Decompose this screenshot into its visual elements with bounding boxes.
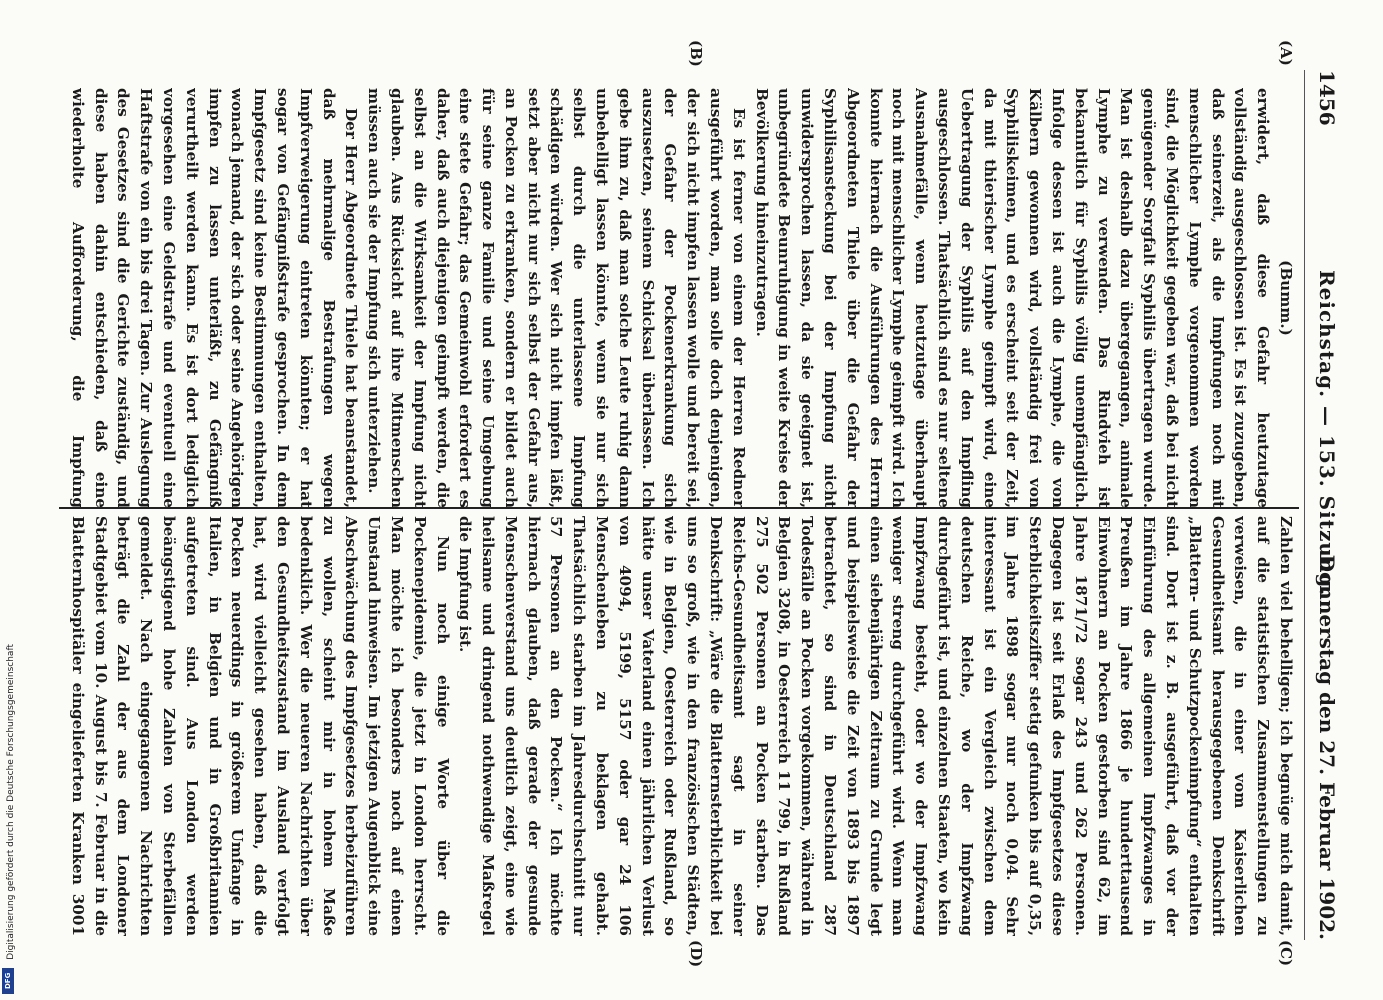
paragraph: Nun noch einige Worte über die Pockenepidemie, die jetzt in London herrscht. Man möchte ich besonders noch auf einen Umstand hinweisen. Im jetzigen Augenblick eine Abschwächung des Impfgesetzes herbeizuführen zu wollen, scheint mir in hohem Maße bedenklich. Wer die neueren Nachrichten über den Gesundheitszustand im Ausland verfolgt hat, wird vielleicht gesehen haben, daß die Pocken neuerdings in größerem Umfange in Italien, in Belgien und in Großbritannien aufgetreten sind. Aus London werden beängstigend hohe Zahlen von Sterbefällen gemeldet. Nach eingegangenen Nachrichten beträgt die Zahl der aus dem Londoner Stadtgebiet vom 10. August bis 7. Februar in die Blatternhospitäler eingelieferten Kranken 3001 <box>68 516 452 936</box>
credit-text: Digitalisierung gefördert durch die Deutsche Forschungsgemeinschaft <box>6 644 16 960</box>
paragraph: Der Herr Abgeordnete Thiele hat beanstandet, daß mehrmalige Bestrafungen wegen Impfverweigerung eintreten könnten; er hat sogar von Gefängnißstrafe gesprochen. In dem Impfgesetz sind keine Bestimmungen enthalten, wonach jemand, der sich oder seine Angehörigen impfen zu lassen unterläßt, zu Gefängniß verurtheilt werden kann. Es ist dort lediglich vorgesehen eine Geldstrafe und eventuell eine Haftstrafe von ein bis drei Tagen. Zur Auslegung des Gesetzes sind die Gerichte zuständig, und diese haben dahin entschieden, daß eine wiederholte Aufforderung, die Impfung <box>68 88 361 508</box>
margin-mark-c: (C) <box>1277 940 1295 967</box>
right-column <box>67 516 1297 936</box>
header-rule <box>1304 70 1305 940</box>
session-date: Donnerstag den 27. Februar 1902. <box>1315 554 1339 940</box>
column-divider <box>59 507 1299 509</box>
margin-mark-a: (A) <box>1277 40 1295 66</box>
left-column <box>67 88 1297 508</box>
paragraph: erwidert, daß diese Gefahr heutzutage vollständig ausgeschlossen ist. Es ist zuzugeben, daß seinerzeit, als die Impfungen noch mit menschlicher Lymphe vorgenommen worden sind, die Möglichkeit gegeben war, daß bei nicht genügender Sorgfalt Syphilis übertragen wurde. Man ist deshalb dazu übergegangen, animale Lymphe zu verwenden. Das Rindvieh ist bekanntlich für Syphilis völlig unempfänglich. Infolge dessen ist auch die Lymphe, die von Kälbern gewonnen wird, vollständig frei von Syphiliskeimen, und es erscheint seit der Zeit, da mit thierischer Lymphe geimpft wird, eine Uebertragung der Syphilis auf den Impfling ausgeschlossen. Thatsächlich sind es nur seltene Ausnahmefälle, wenn heutzutage überhaupt noch mit menschlicher Lymphe geimpft wird. Ich konnte hiernach die Ausführungen des Herrn Abgeordneten Thiele über die Gefahr der Syphilisansteckung bei der Impfung nicht unwidersprochen lassen, da sie geeignet ist, unbegründete Beunruhigung in weite Kreise der Bevölkerung hineinzutragen. <box>752 88 1273 508</box>
page-number: 1456 <box>1315 70 1339 126</box>
margin-mark-d: (D) <box>687 940 705 968</box>
paragraph: Es ist ferner von einem der Herren Redner ausgeführt worden, man solle doch denjenigen, der sich nicht impfen lassen wolle und bereit sei, der Gefahr der Pockenerkrankung sich auszusetzen, seinem Schicksal überlassen. Ich gebe ihm zu, daß man solche Leute ruhig dann unbehelligt lassen könnte, wenn sie nur sich selbst durch die unterlassene Impfung schädigen würden. Wer sich nicht impfen läßt, setzt aber nicht nur sich selbst der Gefahr aus, an Pocken zu erkranken, sondern er bildet auch für seine ganze Familie und seine Umgebung eine stete Gefahr; das Gemeinwohl erfordert es daher, daß auch diejenigen geimpft werden, die selbst an die Wirksamkeit der Impfung nicht glauben. Aus Rücksicht auf ihre Mitmenschen müssen auch sie der Impfung sich unterziehen. <box>365 88 748 508</box>
page-title: Reichstag. — 153. Sitzung. <box>1315 270 1339 597</box>
speaker-tag: (Bumm.) <box>1277 260 1295 336</box>
page-header <box>1309 70 1343 940</box>
dfg-logo: DFG <box>2 968 14 994</box>
paragraph: Zahlen viel behelligen; ich begnüge mich damit, auf die statistischen Zusammenstellungen zu verweisen, die in einer vom Kaiserlichen Gesundheitsamt herausgegebenen Denkschrift „Blattern- und Schutzpockenimpfung“ enthalten sind. Dort ist z. B. ausgeführt, daß vor der Einführung des allgemeinen Impfzwanges in Preußen im Jahre 1866 je hunderttausend Einwohnern an Pocken gestorben sind 62, im Jahre 1871/72 sogar 243 und 262 Personen. Dagegen ist seit Erlaß des Impfgesetzes diese Sterblichkeitsziffer stetig gefunken bis auf 0,35, im Jahre 1898 sogar nur noch 0,04. Sehr interessant ist ein Vergleich zwischen dem deutschen Reiche, wo der Impfzwang durchgeführt ist, und einzelnen Staaten, wo kein Impfzwang besteht, oder wo der Impfzwang weniger streng durchgeführt wird. Wenn man einen siebenjährigen Zeitraum zu Grunde legt und beispielsweise die Zeit von 1893 bis 1897 betrachtet, so sind in Deutschland 287 Todesfälle an Pocken vorgekommen, während in Belgien 3208, in Oesterreich 11 799, in Rußland 275 502 Personen an Pocken starben. Das Reichs-Gesundheitsamt sagt in seiner Denkschrift: „Wäre die Blatternsterblichkeit bei uns so groß, wie in den französischen Städten, wie in Belgien, Oesterreich oder Rußland, so hätte unser Vaterland einen jährlichen Verlust von 4094, 5199, 5157 oder gar 24 106 Menschenleben zu beklagen gehabt. Thatsächlich starben im Jahresdurchschnitt nur 57 Personen an den Pocken.“ Ich möchte hiernach glauben, daß gerade der gesunde Menschenverstand uns deutlich zeigt, eine wie heilsame und dringend nothwendige Maßregel die Impfung ist. <box>456 516 1295 936</box>
margin-mark-b: (B) <box>687 40 705 67</box>
